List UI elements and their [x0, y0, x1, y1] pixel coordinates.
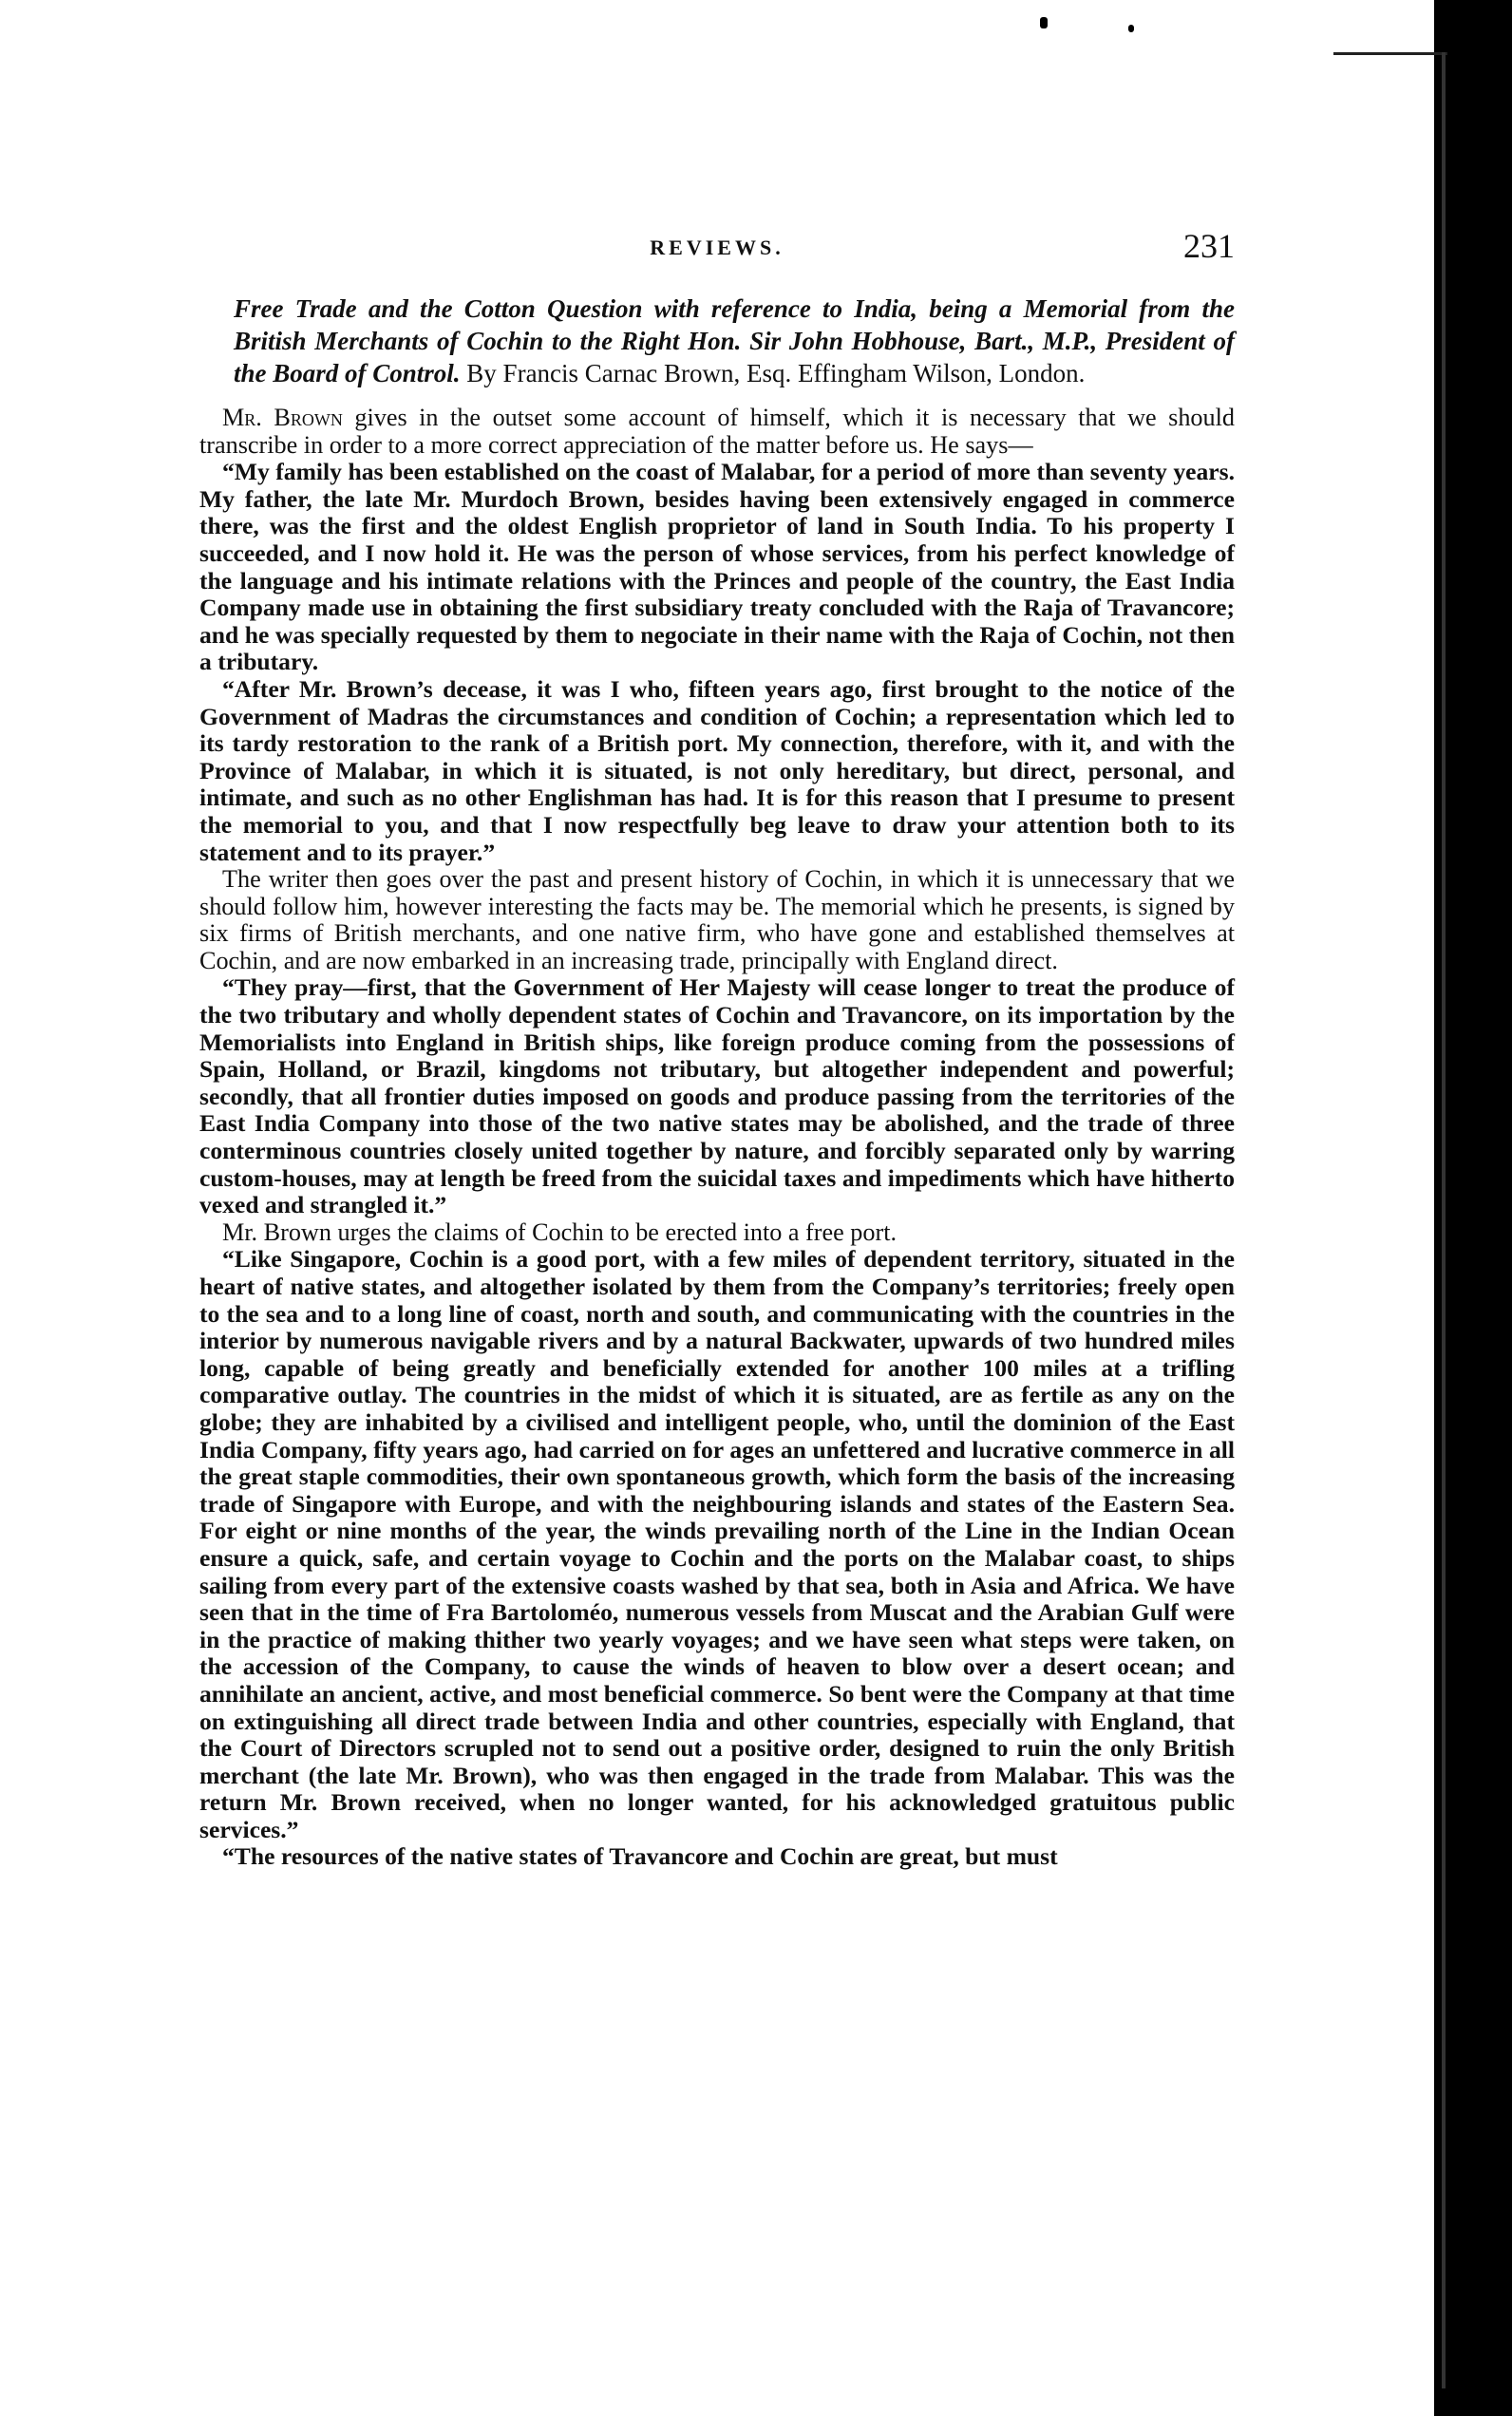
- running-head: [199, 226, 1235, 275]
- page-edge-rule-top: [1333, 52, 1447, 55]
- running-title: REVIEWS.: [650, 236, 784, 259]
- review-title: [199, 293, 1235, 389]
- text-column: [199, 226, 1235, 1871]
- review-title-roman: By Francis Carnac Brown, Esq. Effingham Wilson, London.: [466, 359, 1086, 387]
- quote-paragraph: “My family has been established on the coast of Malabar, for a period of more than seventy years. My father, the late Mr. Murdoch Brown, besides having been extensively engaged in commerce there, was the first and the oldest English proprietor of land in South India. To his property I succeeded, and I now hold it. He was the person of whose services, from his perfect knowledge of the language and his intimate relations with the Princes and people of the country, the East India Company made use in obtaining the first subsidiary treaty concluded with the Raja of Travancore; and he was specially requested by them to negociate in their name with the Raja of Cochin, not then a tributary.: [199, 458, 1235, 676]
- page-number: 231: [1183, 227, 1235, 265]
- review-title-italic: Free Trade and the Cotton Question with reference to India, being a Memorial from the British Merchants of Cochin to the Right Hon. Sir John Hobhouse, Bart., M.P., President of the Board of Control.: [234, 294, 1235, 387]
- paragraph-lead: Mr. Brown: [222, 404, 343, 431]
- quote-paragraph: “Like Singapore, Cochin is a good port, with a few miles of dependent territory, situated in the heart of native states, and altogether isolated by them from the Company’s territories; freely open to the sea and to a long line of coast, north and south, and communicating with the countries in the interior by numerous navigable rivers and by a natural Backwater, upwards of two hundred miles long, capable of being greatly and beneficially extended for another 100 miles at a trifling comparative outlay. The countries in the midst of which it is situated, are as fertile as any on the globe; they are inhabited by a civilised and intelligent people, who, until the dominion of the East India Company, fifty years ago, had carried on for ages an unfettered and lucrative commerce in all the great staple commodities, their own spontaneous growth, which form the basis of the increasing trade of Singapore with Europe, and with the neighbouring islands and states of the Eastern Sea. For eight or nine months of the year, the winds prevailing north of the Line in the Indian Ocean ensure a quick, safe, and certain voyage to Cochin and the ports on the Malabar coast, to ships sailing from every part of the extensive coasts washed by that sea, both in Asia and Africa. We have seen that in the time of Fra Bartoloméo, numerous vessels from Muscat and the Arabian Gulf were in the practice of making thither two yearly voyages; and we have seen what steps were taken, on the accession of the Company, to cause the winds of heaven to blow over a desert ocean; and annihilate an ancient, active, and most beneficial commerce. So bent were the Company at that time on extinguishing all direct trade between India and other countries, especially with England, that the Court of Directors scrupled not to send out a positive order, designed to ruin the only British merchant (the late Mr. Brown), who was then engaged in the trade from Malabar. This was the return Mr. Brown received, when no longer wanted, for his acknowledged gratuitous public services.”: [199, 1245, 1235, 1843]
- page-edge-rule-right: [1442, 52, 1446, 2388]
- quote-paragraph: “After Mr. Brown’s decease, it was I who, fifteen years ago, first brought to the notice of the Government of Madras the circumstances and condition of Cochin; a representation which led to its tardy restoration to the rank of a British port. My connection, therefore, with it, and with the Province of Malabar, in which it is situated, is not only hereditary, but direct, personal, and intimate, and such as no other Englishman has had. It is for this reason that I presume to present the memorial to you, and that I now respectfully beg leave to draw your attention both to its statement and to its prayer.”: [199, 674, 1235, 866]
- quote-paragraph: “They pray—first, that the Government of Her Majesty will cease longer to treat the produce of the two tributary and wholly dependent states of Cochin and Travancore, on its importation by the Memorialists into England in British ships, like foreign produce coming from the possessions of Spain, Holland, or Brazil, kingdoms not tributary, but altogether independent and powerful; secondly, that all frontier duties imposed on goods and produce passing from the territories of the East India Company into those of the two native states may be abolished, and the trade of three conterminous countries closely united together by nature, and forcibly separated only by warring custom-houses, may at length be freed from the suicidal taxes and impediments which have hitherto vexed and strangled it.”: [199, 973, 1235, 1219]
- ink-speck: [1040, 17, 1048, 28]
- quote-paragraph: “The resources of the native states of Travancore and Cochin are great, but must: [222, 1842, 1058, 1871]
- body-paragraph: Mr. Brown urges the claims of Cochin to be erected into a free port.: [222, 1217, 898, 1246]
- body-paragraph: The writer then goes over the past and present history of Cochin, in which it is unnecessary that we should follow him, however interesting the facts may be. The memorial which he presents, is signed by six firms of British merchants, and one native firm, who have gone and established themselves at Cochin, and are now embarked in an increasing trade, principally with England direct.: [199, 865, 1235, 974]
- paragraph-text: gives in the outset some account of himself, which it is necessary that we should transcribe in order to a more correct appreciation of the matter before us. He says—: [199, 404, 1235, 459]
- paragraph-intro: [199, 405, 1235, 459]
- ink-speck: [1128, 25, 1134, 32]
